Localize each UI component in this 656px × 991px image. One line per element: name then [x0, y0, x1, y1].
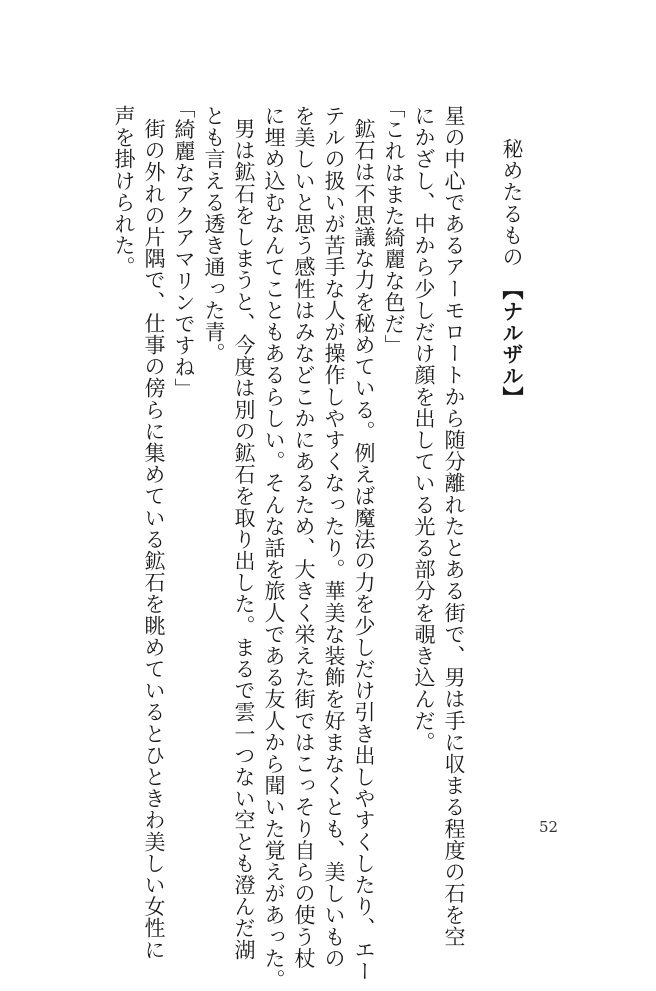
body-line-1: 星の中心であるアーモロートから随分離れたとある街で、男は手に収まる程度の石を空 — [442, 105, 466, 948]
page-number: 52 — [539, 818, 559, 836]
body-line-11: 街の外れの片隅で、仕事の傍らに集めている鉱石を眺めているとひときわ美しい女性に — [142, 118, 166, 961]
body-line-5: テルの扱いが苦手な人が操作しやすくなったり。華美な装飾を好まなくとも、美しいもの — [322, 105, 346, 969]
body-line-6: を美しいと思う感性はみなどこかにあるため、大きく栄えた街ではこっそり自らの使う杖 — [292, 105, 316, 969]
body-line-3: 「これはまた綺麗な色だ」 — [382, 97, 406, 357]
body-line-2: にかざし、中から少しだけ顔を出している光る部分を覗き込んだ。 — [412, 105, 436, 753]
body-line-12: 声を掛けられた。 — [112, 105, 136, 278]
body-line-9: とも言える透き通った青。 — [202, 105, 226, 365]
chapter-title — [501, 138, 523, 408]
body-line-8: 男は鉱石をしまうと、今度は別の鉱石を取り出した。まるで雲一つない空とも澄んだ湖 — [232, 118, 256, 961]
body-line-7: に埋め込むなんてこともあるらしい。そんな話を旅人である友人から聞いた覚えがあった。 — [262, 105, 286, 991]
body-line-4: 鉱石は不思議な力を秘めている。例えば魔法の力を少しだけ引き出しやすくしたり、エー — [352, 118, 376, 982]
chapter-title-text: 秘めたるもの — [500, 138, 524, 268]
chapter-title-tag: 【ナルザル】 — [500, 289, 525, 409]
body-line-10: 「綺麗なアクアマリンですね」 — [172, 97, 196, 400]
